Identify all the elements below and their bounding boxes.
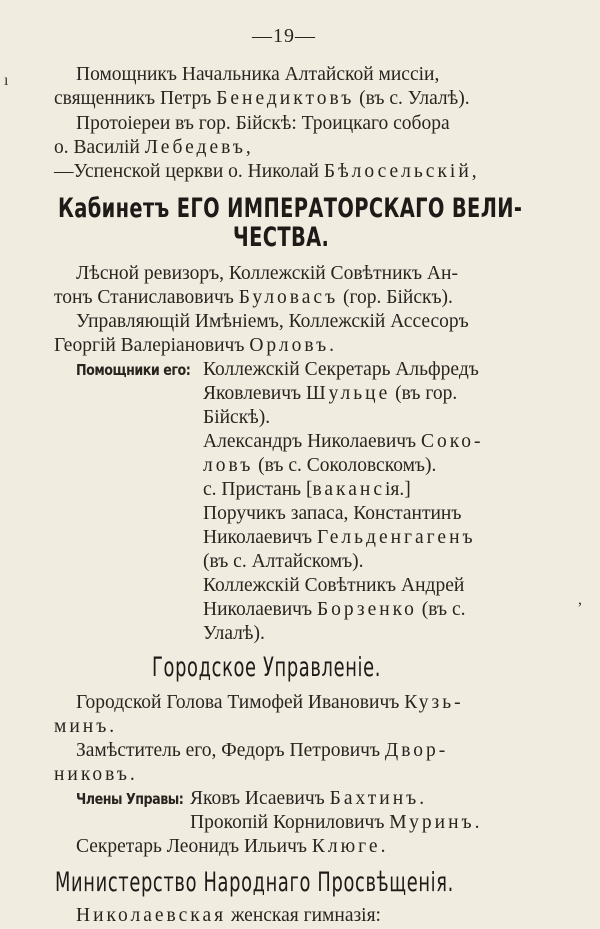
section-heading: ЧЕСТВА.	[233, 222, 330, 253]
text-span: (въ с. Соколовскомъ).	[253, 455, 437, 476]
text-line	[190, 787, 427, 811]
text-line: Поручикъ запаса, Константинъ	[203, 503, 462, 524]
text-line	[76, 358, 215, 382]
text-line	[76, 835, 388, 859]
text-span: Прокопій Корниловичъ	[190, 812, 390, 833]
surname: Бѣлосельскій,	[323, 161, 480, 182]
text-span: Замѣститель его, Федоръ Петровичъ	[76, 740, 385, 761]
text-line: Коллежскій Совѣтникъ Андрей	[203, 575, 465, 596]
surname: Борзенко	[316, 599, 417, 620]
text-span: (въ с. Улалѣ).	[354, 88, 470, 109]
text-line	[54, 87, 470, 111]
assistants-label: Помощники его:	[76, 361, 191, 379]
text-span: Николаевичъ	[203, 599, 317, 620]
text-span: —Успенской церкви о. Николай	[54, 161, 324, 182]
page-number: —19—	[252, 25, 316, 47]
surname: Шульце	[305, 383, 391, 404]
text-span: Городской Голова Тимофей Ивановичъ	[76, 692, 405, 713]
text-line	[76, 787, 207, 811]
text-line: Помощникъ Начальника Алтайской миссіи,	[76, 64, 440, 85]
text-line: минъ.	[54, 716, 118, 737]
text-line	[203, 478, 411, 502]
text-span: Георгій Валеріановичъ	[54, 335, 250, 356]
text-span: с. Пристань [	[203, 479, 313, 500]
text-span: (въ с.	[416, 599, 466, 620]
text-line	[203, 598, 466, 622]
text-line	[54, 136, 254, 160]
text-span: (въ гор.	[390, 383, 458, 404]
text-span: тонъ Станиславовичъ	[54, 287, 239, 308]
text-span: священникъ Петръ	[54, 88, 217, 109]
margin-mark: ı	[4, 72, 9, 89]
surname: Лебедевъ,	[144, 137, 254, 158]
surname: Бенедиктовъ	[216, 88, 355, 109]
surname: Бахтинъ.	[329, 788, 428, 809]
text-line: Лѣсной ревизоръ, Коллежскій Совѣтникъ Ан-	[76, 263, 458, 284]
surname: Соко-	[421, 431, 484, 452]
text-span: женская гимназія:	[226, 905, 381, 926]
surname: Двор-	[384, 740, 449, 761]
surname: Муринъ.	[389, 812, 483, 833]
vacancy: ваканс	[312, 479, 385, 500]
surname: Кузь-	[404, 692, 464, 713]
text-line	[203, 430, 484, 454]
text-line	[54, 160, 480, 184]
surname: Гельденгагенъ	[316, 527, 476, 548]
text-line	[203, 526, 476, 550]
school-name: Николаевская	[76, 905, 227, 926]
text-line: Улалѣ).	[203, 623, 265, 644]
text-span: Николаевичъ	[203, 527, 317, 548]
text-line	[203, 454, 436, 478]
text-span: Секретарь Леонидъ Ильичъ	[76, 836, 312, 857]
text-line: никовъ.	[54, 764, 138, 785]
text-line: Бійскѣ).	[203, 407, 271, 428]
text-span: ія.]	[384, 479, 411, 500]
surname: Клюге.	[311, 836, 389, 857]
text-line	[203, 382, 457, 406]
text-line	[190, 811, 482, 835]
members-label: Члены Управы:	[76, 790, 184, 808]
section-heading: Министерство Народнаго Просвѣщенія.	[55, 867, 454, 898]
surname: Буловасъ	[238, 287, 339, 308]
text-line: (въ с. Алтайскомъ).	[203, 551, 364, 572]
text-span: о. Василій	[54, 137, 145, 158]
surname: ловъ	[203, 455, 254, 476]
text-line	[54, 334, 337, 358]
text-line: Управляющій Имѣніемъ, Коллежскій Ассесоръ	[76, 311, 469, 332]
section-heading: Городское Управленіе.	[152, 652, 382, 683]
text-span: Яковлевичъ	[203, 383, 306, 404]
text-line: Протоіереи въ гор. Бійскѣ: Троицкаго собора	[76, 113, 450, 134]
text-span: Яковъ Исаевичъ	[190, 788, 330, 809]
text-line	[76, 739, 448, 763]
text-line: Коллежскій Секретарь Альфредъ	[203, 359, 479, 380]
text-line	[76, 691, 464, 715]
text-span: (гор. Бійскъ).	[338, 287, 453, 308]
text-line	[54, 286, 453, 310]
surname: Орловъ.	[249, 335, 338, 356]
text-line	[76, 904, 381, 928]
margin-mark: ,	[578, 591, 582, 608]
section-heading: Кабинетъ ЕГО ИМПЕРАТОРСКАГО ВЕЛИ-	[58, 193, 523, 224]
text-span: Александръ Николаевичъ	[203, 431, 422, 452]
